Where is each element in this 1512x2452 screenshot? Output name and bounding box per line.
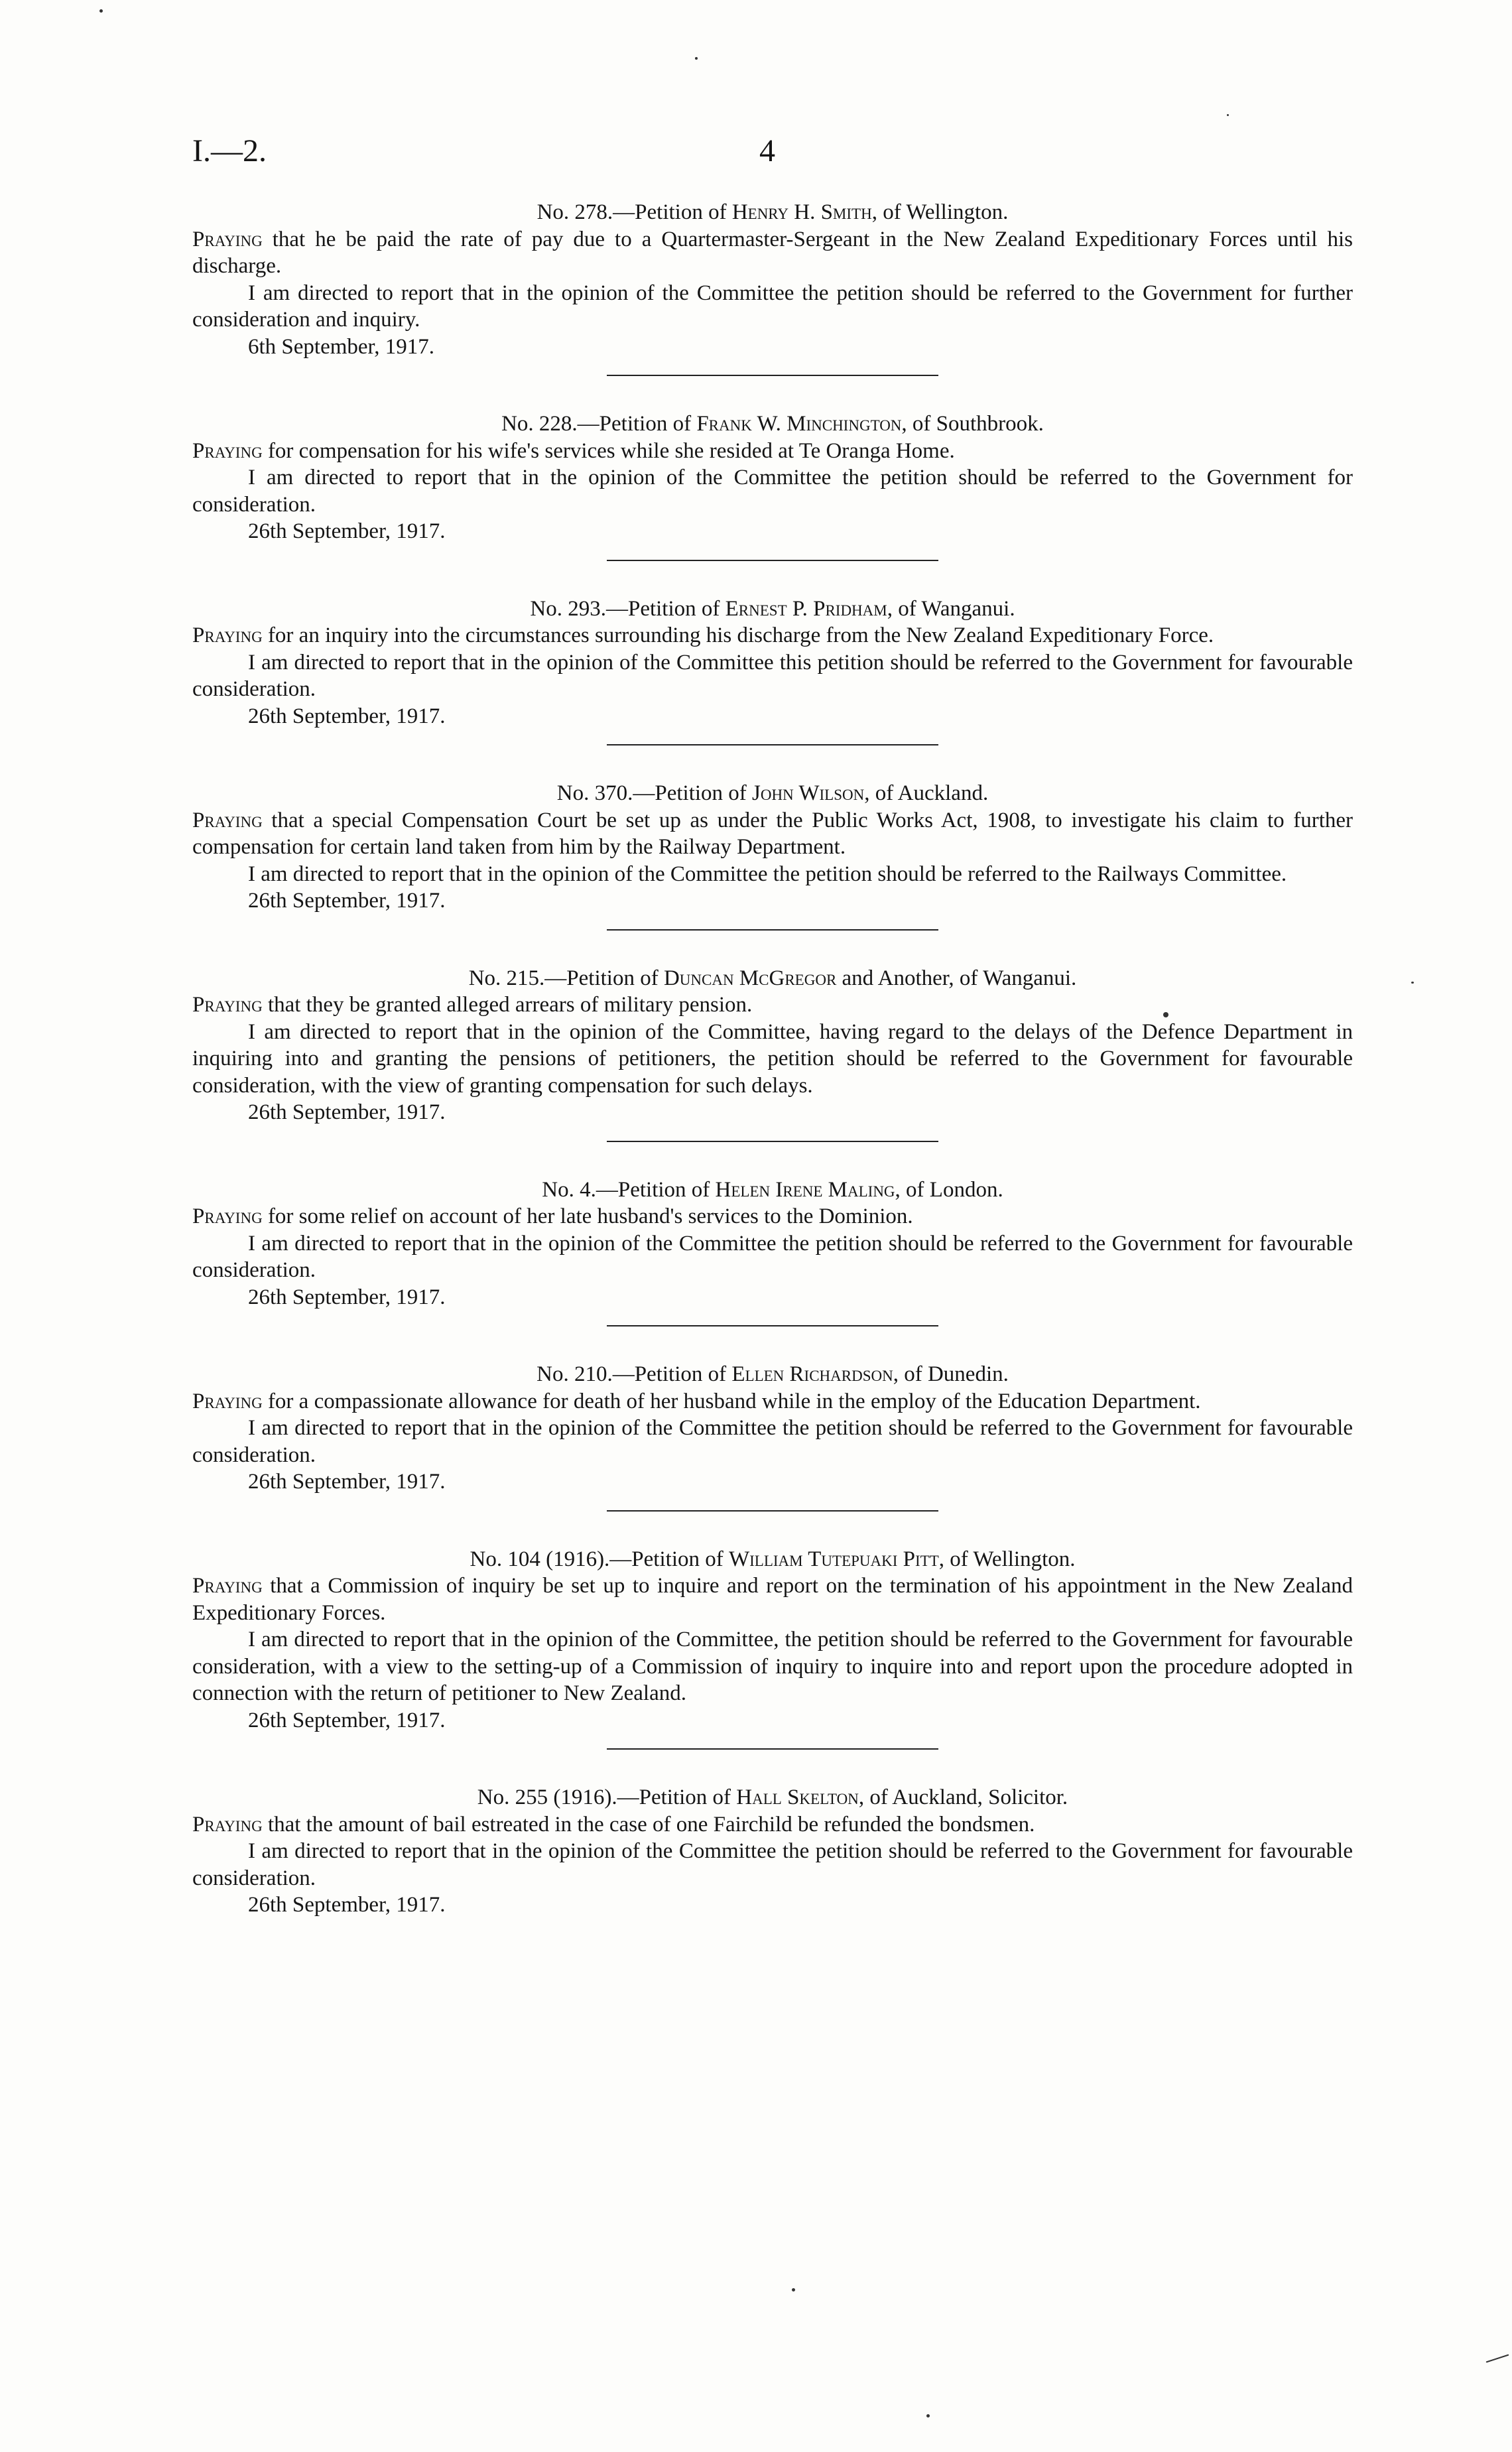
section-divider xyxy=(607,1141,938,1142)
petition-title: No. 104 (1916).—Petition of William Tutepuaki Pitt, of Wellington. xyxy=(470,1547,1076,1571)
petition-entry xyxy=(192,199,1353,360)
report-paragraph: I am directed to report that in the opinion of the Committee this petition should be referred to the Government for favourable consideration. xyxy=(192,650,1353,701)
petition-title: No. 278.—Petition of Henry H. Smith, of Wellington. xyxy=(536,200,1009,224)
report-date: 26th September, 1917. xyxy=(248,1893,446,1917)
section-divider xyxy=(607,1325,938,1326)
scan-speck xyxy=(695,57,698,60)
praying-paragraph: Praying for some relief on account of her late husband's services to the Dominion. xyxy=(192,1204,913,1228)
section-divider xyxy=(607,929,938,931)
report-paragraph: I am directed to report that in the opinion of the Committee, the petition should be referred to the Government for favourable consideration, with a view to the setting-up of a Commission of inquiry to inquire into and report upon the procedure adopted in connection with the return of petitioner to New Zealand. xyxy=(192,1628,1353,1705)
petition-title: No. 370.—Petition of John Wilson, of Auckland. xyxy=(556,781,989,805)
report-paragraph: I am directed to report that in the opinion of the Committee the petition should be referred to the Government for favourable consideration. xyxy=(192,1231,1353,1282)
scan-speck xyxy=(1411,982,1414,984)
praying-paragraph: Praying for an inquiry into the circumstances surrounding his discharge from the New Zealand Expeditionary Force. xyxy=(192,623,1214,647)
petitioner-name: Frank W. Minchington xyxy=(696,412,902,436)
report-paragraph: I am directed to report that in the opinion of the Committee the petition should be referred to the Railways Committee. xyxy=(248,862,1287,886)
petitioner-name: Hall Skelton xyxy=(736,1785,859,1809)
report-date: 26th September, 1917. xyxy=(248,1100,446,1124)
page-number: 4 xyxy=(759,133,775,168)
petitioner-name: John Wilson xyxy=(752,781,865,805)
petition-title: No. 210.—Petition of Ellen Richardson, of Dunedin. xyxy=(536,1362,1009,1386)
scan-speck xyxy=(792,2288,795,2291)
report-paragraph: I am directed to report that in the opinion of the Committee, having regard to the delays of the Defence Department in inquiring into and granting the pensions of petitioners, the petition should be referred to the Government for favourable consideration, with the view of granting compensation for such delays. xyxy=(192,1019,1353,1098)
petition-title: No. 255 (1916).—Petition of Hall Skelton, of Auckland, Solicitor. xyxy=(477,1785,1068,1809)
report-date: 26th September, 1917. xyxy=(248,1708,446,1732)
report-paragraph: I am directed to report that in the opinion of the Committee the petition should be referred to the Government for consideration. xyxy=(192,466,1353,517)
scan-speck xyxy=(926,2414,930,2418)
praying-paragraph: Praying for compensation for his wife's services while she resided at Te Oranga Home. xyxy=(192,438,955,463)
report-date: 26th September, 1917. xyxy=(248,704,446,728)
scan-speck xyxy=(1227,114,1229,116)
petition-title: No. 4.—Petition of Helen Irene Maling, of London. xyxy=(542,1177,1003,1202)
petitioner-name: Duncan McGregor xyxy=(663,966,837,990)
report-date: 26th September, 1917. xyxy=(248,889,446,913)
praying-paragraph: Praying for a compassionate allowance for death of her husband while in the employ of the Education Department. xyxy=(192,1389,1201,1413)
petition-title: No. 293.—Petition of Ernest P. Pridham, of Wanganui. xyxy=(530,596,1015,621)
section-divider xyxy=(607,1748,938,1750)
petitioner-name: Ernest P. Pridham xyxy=(725,596,887,621)
petition-title: No. 215.—Petition of Duncan McGregor and Another, of Wanganui. xyxy=(468,966,1077,990)
section-divider xyxy=(607,375,938,376)
praying-paragraph: Praying that a Commission of inquiry be set up to inquire and report on the termination of his appointment in the New Zealand Expeditionary Forces. xyxy=(192,1574,1353,1625)
report-date: 26th September, 1917. xyxy=(248,1285,446,1309)
praying-paragraph: Praying that they be granted alleged arrears of military pension. xyxy=(192,993,753,1017)
petition-entry xyxy=(192,1361,1353,1496)
section-divider xyxy=(607,1510,938,1512)
petition-entry xyxy=(192,1784,1353,1919)
praying-paragraph: Praying that a special Compensation Court be set up as under the Public Works Act, 1908, to investigate his claim to further compensation for certain land taken from him by the Railway Department. xyxy=(192,808,1353,859)
petition-title: No. 228.—Petition of Frank W. Minchington, of Southbrook. xyxy=(501,412,1044,436)
praying-paragraph: Praying that the amount of bail estreated in the case of one Fairchild be refunded the bondsmen. xyxy=(192,1812,1035,1837)
section-divider xyxy=(607,744,938,745)
report-date: 26th September, 1917. xyxy=(248,519,446,543)
praying-paragraph: Praying that he be paid the rate of pay due to a Quartermaster-Sergeant in the New Zealand Expeditionary Forces until his discharge. xyxy=(192,227,1353,278)
petitioner-name: Ellen Richardson xyxy=(731,1362,893,1386)
petition-entry xyxy=(192,780,1353,915)
petition-entry xyxy=(192,965,1353,1126)
scan-speck xyxy=(1486,2354,1509,2362)
scan-speck xyxy=(99,9,103,13)
report-paragraph: I am directed to report that in the opinion of the Committee the petition should be referred to the Government for favourable consideration. xyxy=(192,1839,1353,1890)
page-header xyxy=(192,133,1353,172)
paper-code: I.—2. xyxy=(192,133,267,168)
petition-entry xyxy=(192,1546,1353,1734)
petitioner-name: William Tutepuaki Pitt xyxy=(728,1547,939,1571)
petition-entry xyxy=(192,1177,1353,1311)
report-paragraph: I am directed to report that in the opinion of the Committee the petition should be referred to the Government for further consideration and inquiry. xyxy=(192,281,1353,332)
petition-entry xyxy=(192,411,1353,545)
petitioner-name: Helen Irene Maling xyxy=(715,1177,895,1202)
petitioner-name: Henry H. Smith xyxy=(731,200,872,224)
report-paragraph: I am directed to report that in the opinion of the Committee the petition should be referred to the Government for favourable consideration. xyxy=(192,1416,1353,1467)
section-divider xyxy=(607,560,938,561)
report-date: 6th September, 1917. xyxy=(248,334,434,359)
petition-list xyxy=(192,199,1353,1919)
report-date: 26th September, 1917. xyxy=(248,1470,446,1494)
petition-entry xyxy=(192,596,1353,730)
